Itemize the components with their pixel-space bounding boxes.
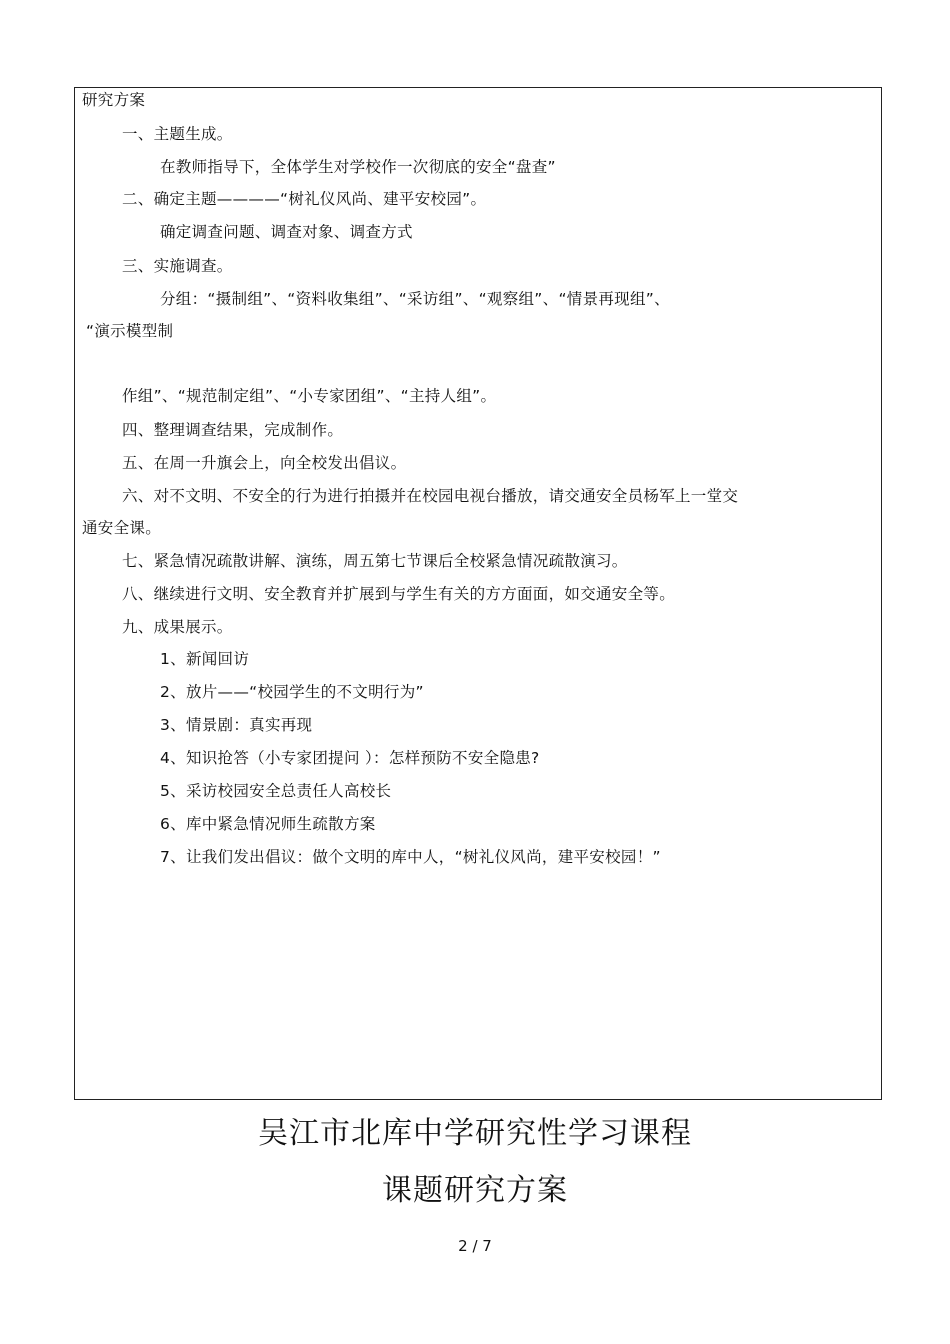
plan-step-6: 六、对不文明、不安全的行为进行拍摄并在校园电视台播放，请交通安全员杨军上一堂交 [122, 487, 739, 505]
plan-step-3: 三、实施调查。 [122, 257, 233, 275]
result-item-6: 6、库中紧急情况师生疏散方案 [160, 815, 376, 833]
plan-step-8: 八、继续进行文明、安全教育并扩展到与学生有关的方方面面，如交通安全等。 [122, 585, 676, 603]
result-item-2: 2、放片——“校园学生的不文明行为” [160, 683, 424, 701]
plan-step-1-detail: 在教师指导下，全体学生对学校作一次彻底的安全“盘查” [160, 158, 556, 176]
page-number: 2 / 7 [458, 1237, 492, 1255]
result-item-1: 1、新闻回访 [160, 650, 250, 668]
plan-step-3-groups-cont: “演示模型制 [86, 322, 174, 340]
plan-subtitle: 课题研究方案 [382, 1173, 568, 1208]
result-item-5: 5、采访校园安全总责任人高校长 [160, 782, 392, 800]
plan-step-6-cont: 通安全课。 [82, 519, 162, 537]
result-item-3: 3、情景剧：真实再现 [160, 716, 313, 734]
section-label: 研究方案 [82, 91, 146, 109]
plan-step-2: 二、确定主题————“树礼仪风尚、建平安校园”。 [122, 190, 487, 208]
plan-step-3-groups-end: 作组”、“规范制定组”、“小专家团组”、“主持人组”。 [122, 387, 497, 405]
plan-step-7: 七、紧急情况疏散讲解、演练，周五第七节课后全校紧急情况疏散演习。 [122, 552, 628, 570]
result-item-7: 7、让我们发出倡议：做个文明的库中人，“树礼仪风尚，建平安校园！” [160, 848, 661, 866]
plan-step-9: 九、成果展示。 [122, 618, 233, 636]
plan-step-5: 五、在周一升旗会上，向全校发出倡议。 [122, 454, 407, 472]
plan-step-1: 一、主题生成。 [122, 125, 233, 143]
result-item-4: 4、知识抢答（小专家团提问 ）：怎样预防不安全隐患? [160, 749, 540, 767]
plan-step-2-detail: 确定调查问题、调查对象、调查方式 [160, 223, 413, 241]
plan-step-3-groups: 分组：“摄制组”、“资料收集组”、“采访组”、“观察组”、“情景再现组”、 [160, 290, 670, 308]
course-title: 吴江市北库中学研究性学习课程 [258, 1116, 692, 1151]
plan-step-4: 四、整理调查结果，完成制作。 [122, 421, 344, 439]
